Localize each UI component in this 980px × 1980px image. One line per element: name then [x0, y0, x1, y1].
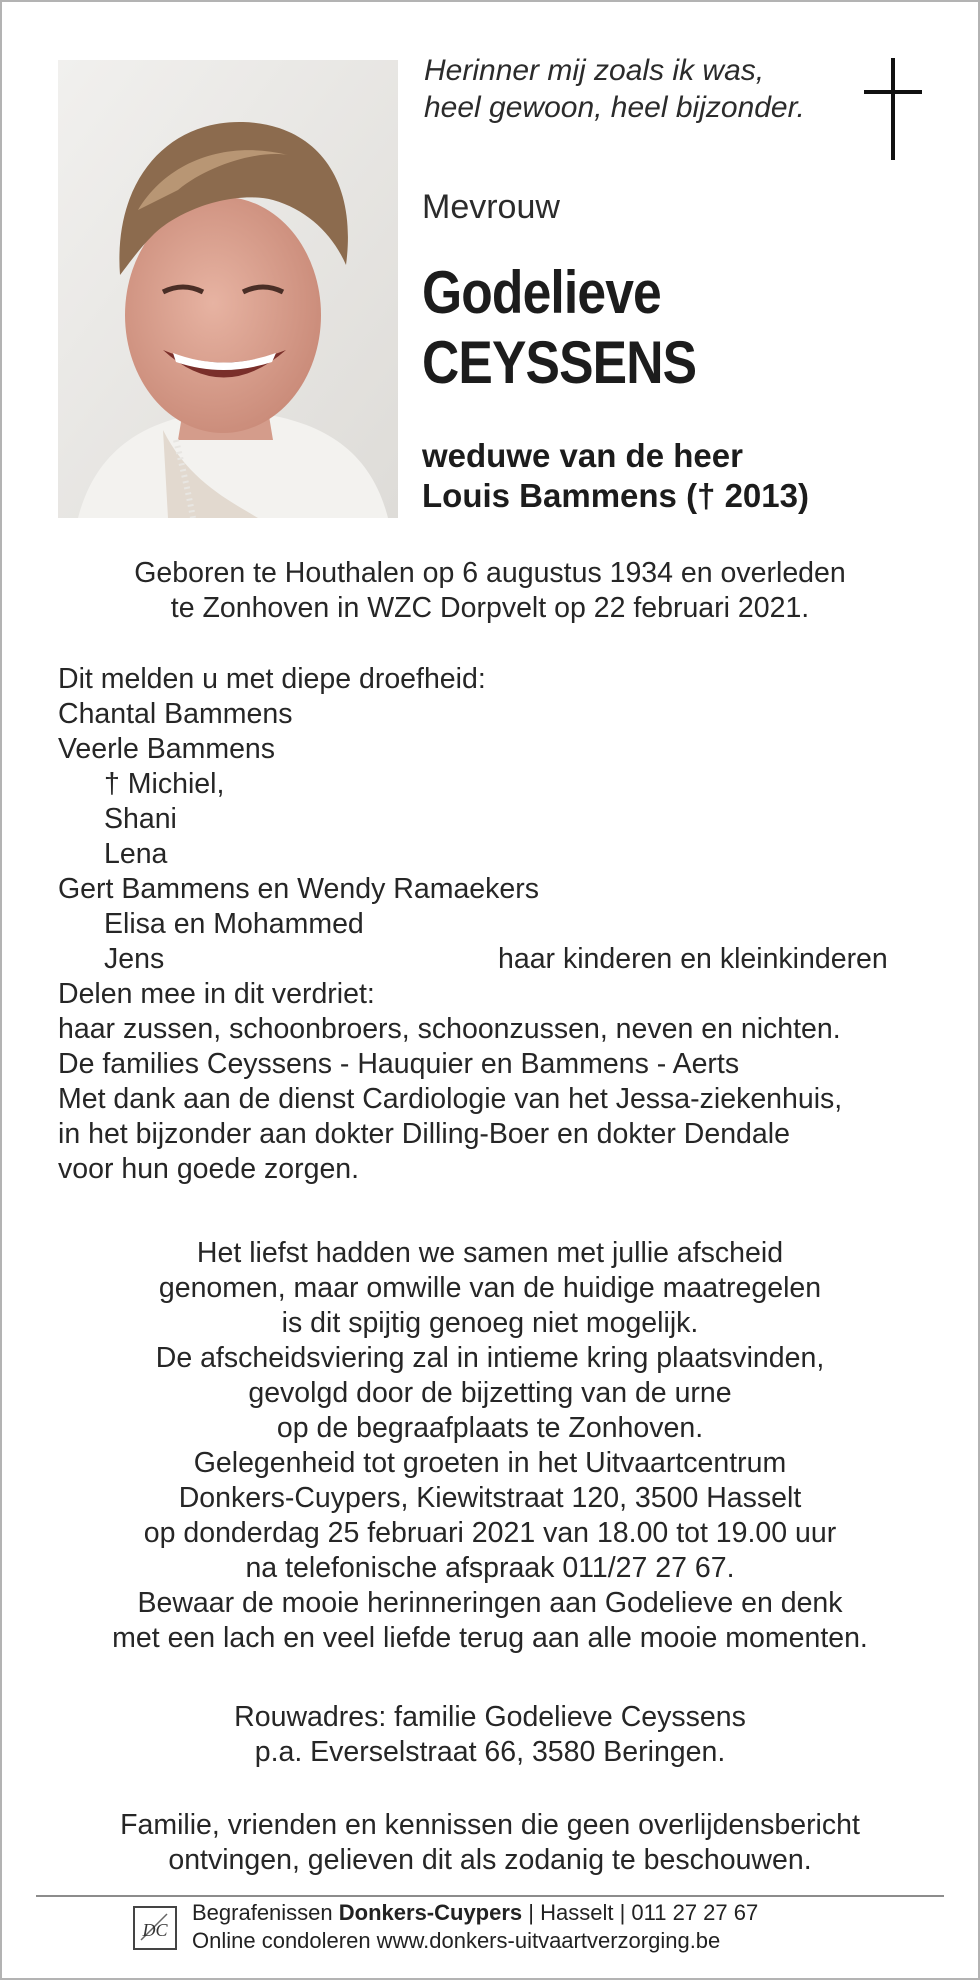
footer-line — [192, 1899, 758, 1927]
text-line: Familie, vrienden en kennissen die geen overlijdensbericht — [120, 1809, 860, 1841]
family-member: † Michiel, — [104, 768, 225, 800]
logo-text: DC — [142, 1920, 168, 1940]
memorial-quote — [424, 52, 805, 126]
text-line: genomen, maar omwille van de huidige maatregelen — [158, 1272, 822, 1304]
text-line: Gelegenheid tot groeten in het Uitvaartcentrum — [193, 1447, 787, 1479]
share-line: haar zussen, schoonbroers, schoonzussen, neven en nichten. — [58, 1013, 841, 1045]
quote-line: heel gewoon, heel bijzonder. — [424, 91, 805, 124]
first-name: Godelieve — [422, 259, 661, 326]
text-line: Rouwadres: familie Godelieve Ceyssens — [234, 1701, 746, 1733]
text-line: Het liefst hadden we samen met jullie afscheid — [196, 1237, 784, 1269]
footer-prefix: Begrafenissen — [192, 1900, 339, 1925]
birth-death-text — [40, 556, 940, 626]
mourning-address — [40, 1700, 940, 1770]
notice-text — [40, 1808, 940, 1878]
text-line: te Zonhoven in WZC Dorpvelt op 22 februari 2021. — [170, 592, 810, 624]
funeral-home-footer — [192, 1899, 758, 1955]
text-line: met een lach en veel liefde terug aan alle mooie momenten. — [112, 1622, 868, 1654]
widow-line: weduwe van de heer — [422, 437, 743, 474]
company-name: Donkers-Cuypers — [338, 1900, 523, 1925]
text-line: Geboren te Houthalen op 6 augustus 1934 en overleden — [134, 557, 846, 589]
family-relation: haar kinderen en kleinkinderen — [498, 943, 888, 975]
share-line: De families Ceyssens - Hauquier en Bammens - Aerts — [58, 1048, 740, 1080]
family-member: Elisa en Mohammed — [104, 908, 364, 940]
text-line: Bewaar de mooie herinneringen aan Godelieve en denk — [137, 1587, 843, 1619]
footer-divider — [36, 1895, 944, 1897]
family-list — [58, 662, 938, 1187]
family-intro: Dit melden u met diepe droefheid: — [58, 663, 486, 695]
online-condolences-link[interactable]: Online condoleren www.donkers-uitvaartverzorging.be — [192, 1928, 721, 1953]
family-member: Jens — [104, 943, 165, 975]
cross-icon — [864, 58, 924, 160]
family-member: Veerle Bammens — [58, 733, 276, 765]
text-line: is dit spijtig genoeg niet mogelijk. — [281, 1307, 699, 1339]
funeral-home-logo-icon — [133, 1906, 177, 1950]
family-member: Gert Bammens en Wendy Ramaekers — [58, 873, 539, 905]
quote-line: Herinner mij zoals ik was, — [424, 54, 765, 87]
text-line: op donderdag 25 februari 2021 van 18.00 tot 19.00 uur — [143, 1517, 837, 1549]
family-member: Lena — [104, 838, 168, 870]
family-member: Chantal Bammens — [58, 698, 293, 730]
last-name: CEYSSENS — [422, 329, 697, 396]
text-line: na telefonische afspraak 011/27 27 67. — [245, 1552, 735, 1584]
text-line: p.a. Everselstraat 66, 3580 Beringen. — [254, 1736, 726, 1768]
text-line: gevolgd door de bijzetting van de urne — [248, 1377, 732, 1409]
share-line: voor hun goede zorgen. — [58, 1153, 360, 1185]
deceased-name — [422, 258, 696, 398]
share-line: Met dank aan de dienst Cardiologie van het Jessa-ziekenhuis, — [58, 1083, 843, 1115]
widow-of — [422, 436, 809, 516]
family-member: Shani — [104, 803, 177, 835]
widow-line: Louis Bammens († 2013) — [422, 477, 809, 514]
share-line: in het bijzonder aan dokter Dilling-Boer en dokter Dendale — [58, 1118, 790, 1150]
text-line: De afscheidsviering zal in intieme kring plaatsvinden, — [155, 1342, 825, 1374]
footer-contact: | Hasselt | 011 27 27 67 — [522, 1900, 759, 1925]
portrait-photo — [58, 60, 398, 518]
text-line: ontvingen, gelieven dit als zodanig te beschouwen. — [168, 1844, 812, 1876]
text-line: Donkers-Cuypers, Kiewitstraat 120, 3500 Hasselt — [178, 1482, 802, 1514]
ceremony-text — [40, 1236, 940, 1656]
text-line: op de begraafplaats te Zonhoven. — [276, 1412, 704, 1444]
honorific: Mevrouw — [422, 188, 560, 226]
family-member-row — [58, 942, 938, 977]
share-intro: Delen mee in dit verdriet: — [58, 978, 375, 1010]
